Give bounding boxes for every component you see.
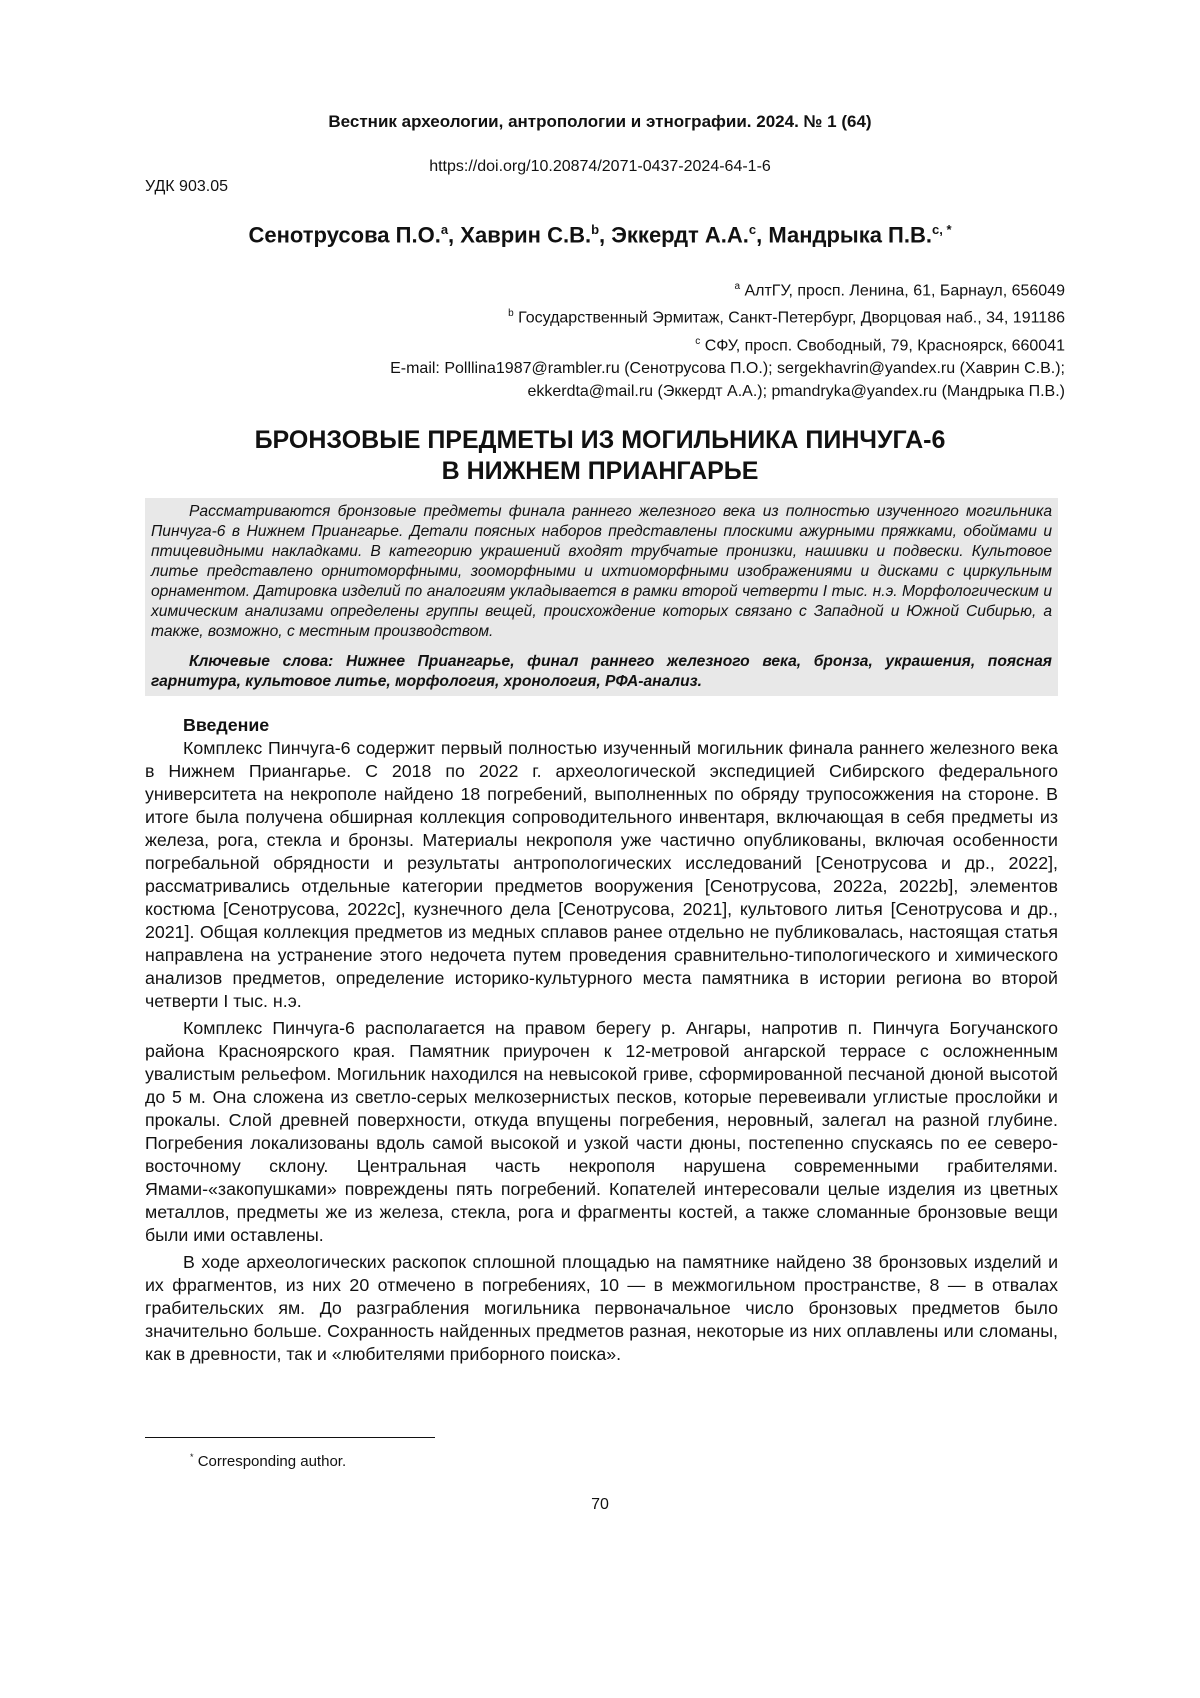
author-name: Мандрыка П.В. bbox=[768, 222, 932, 248]
footnote-text: Corresponding author. bbox=[197, 1453, 347, 1470]
body-paragraph: Комплекс Пинчуга-6 располагается на правом берегу р. Ангары, напротив п. Пинчуга Богучанского района Красноярского края. Памятник приурочен к 12-метровой ангарской террасе с осложненным увалистым рельефом. Могильник находился на невысокой гриве, сформированной песчаной дюной высотой до 5 м. Она сложена из светло-серых мелкозернистых песков, которые перевеивали углистые прослойки и прокалы. Слой древней поверхности, откуда впущены погребения, неровный, залегал на разной глубине. Погребения локализованы вдоль самой высокой и узкой части дюны, постепенно спускаясь по ее северо-восточному склону. Центральная часть некрополя нарушена современными грабителями. Ямами-«закопушками» повреждены пять погребений. Копателей интересовали целые изделия из цветных металлов, предметы же из железа, стекла, рога и фрагменты костей, а также сломанные бронзовые вещи были ими оставлены. bbox=[145, 1018, 1058, 1245]
author-sep: , bbox=[599, 222, 612, 248]
affiliation-line bbox=[390, 275, 1065, 302]
author-sup: a bbox=[440, 222, 449, 237]
page-number: 70 bbox=[591, 1496, 609, 1513]
footnote-divider bbox=[145, 1437, 435, 1438]
body-paragraph: Комплекс Пинчуга-6 содержит первый полностью изученный могильник финала раннего железного века в Нижнем Приангарье. С 2018 по 2022 г. археологической экспедицией Сибирского федерального университета на некрополе найдено 18 погребений, выполненных по обряду трупосожжения на стороне. В итоге была получена обширная коллекция сопроводительного инвентаря, включающая в себя предметы из железа, рога, стекла и бронзы. Материалы некрополя уже частично опубликованы, включая особенности погребальной обрядности и результаты антропологических исследований [Сенотрусова и др., 2022], рассматривались отдельные категории предметов вооружения [Сенотрусова, 2022а, 2022b], элементов костюма [Сенотрусова, 2022c], кузнечного дела [Сенотрусова, 2021], культового литья [Сенотрусова и др., 2021]. Общая коллекция предметов из медных сплавов ранее отдельно не публиковалась, настоящая статья направлена на устранение этого недочета путем проведения сравнительно-типологического и химического анализов предметов, определение историко-культурного места памятника в истории региона во второй четверти I тыс. н.э. bbox=[145, 738, 1058, 1011]
affiliation-text: Государственный Эрмитаж, Санкт-Петербург, Дворцовая наб., 34, 191186 bbox=[518, 309, 1065, 327]
author-list bbox=[0, 222, 1200, 248]
title-line: БРОНЗОВЫЕ ПРЕДМЕТЫ ИЗ МОГИЛЬНИКА ПИНЧУГА-6 bbox=[254, 426, 946, 454]
author-name: Хаврин С.В. bbox=[460, 222, 592, 248]
affiliation-text: СФУ, просп. Свободный, 79, Красноярск, 660041 bbox=[704, 336, 1065, 354]
affiliation-text: АлтГУ, просп. Ленина, 61, Барнаул, 656049 bbox=[744, 282, 1065, 300]
section-heading: Введение bbox=[183, 715, 270, 735]
affiliation-line bbox=[390, 330, 1065, 357]
affiliation-sup: c bbox=[695, 335, 701, 347]
article-title bbox=[0, 425, 1200, 487]
abstract-box bbox=[145, 498, 1058, 696]
footnote-sup: * bbox=[190, 1452, 194, 1462]
author-sup: c bbox=[748, 222, 757, 237]
affiliations bbox=[390, 275, 1065, 403]
abstract-text: Рассматриваются бронзовые предметы финала раннего железного века из полностью изученного могильника Пинчуга-6 в Нижнем Приангарье. Детали поясных наборов представлены плоскими ажурными пряжками, обоймами и птицевидными накладками. В категорию украшений входят трубчатые пронизки, нашивки и подвески. Культовое литье представлено орнитоморфными, зооморфными и ихтиоморфными изображениями и дисками с циркульным орнаментом. Датировка изделий по аналогиям укладывается в рамки второй четверти I тыс. н.э. Морфологическим и химическим анализами определены группы вещей, происхождение которых связано с Западной и Южной Сибирью, а также, возможно, с местным производством. bbox=[151, 503, 1052, 640]
article-body bbox=[145, 714, 1058, 1370]
title-line: В НИЖНЕМ ПРИАНГАРЬЕ bbox=[441, 457, 759, 485]
footnote bbox=[190, 1452, 346, 1470]
email-line[interactable]: ekkerdta@mail.ru (Эккердт А.А.); pmandryka@yandex.ru (Мандрыка П.В.) bbox=[527, 382, 1065, 400]
author-sup: c, * bbox=[931, 222, 952, 237]
author-sep: , bbox=[448, 222, 461, 248]
journal-header: Вестник археологии, антропологии и этнографии. 2024. № 1 (64) bbox=[328, 112, 872, 131]
doi-link[interactable]: https://doi.org/10.20874/2071-0437-2024-64-1-6 bbox=[429, 158, 771, 175]
affiliation-sup: a bbox=[734, 281, 740, 292]
affiliation-sup: b bbox=[508, 308, 514, 320]
udk-code: УДК 903.05 bbox=[145, 178, 228, 195]
author-sup: b bbox=[591, 222, 600, 237]
keywords: Ключевые слова: Нижнее Приангарье, финал раннего железного века, бронза, украшения, поясная гарнитура, культовое литье, морфология, хронология, РФА-анализ. bbox=[151, 653, 1052, 690]
body-paragraph: В ходе археологических раскопок сплошной площадью на памятнике найдено 38 бронзовых изделий и их фрагментов, из них 20 отмечено в погребениях, 10 — в межмогильном пространстве, 8 — в отвалах грабительских ям. До разграбления могильника первоначальное число бронзовых предметов было значительно больше. Сохранность найденных предметов разная, некоторые из них оплавлены или сломаны, как в древности, так и «любителями приборного поиска». bbox=[145, 1252, 1058, 1364]
author-sep: , bbox=[756, 222, 769, 248]
author-name: Сенотрусова П.О. bbox=[248, 222, 441, 248]
affiliation-line bbox=[390, 302, 1065, 329]
email-line[interactable]: E-mail: Polllina1987@rambler.ru (Сенотрусова П.О.); sergekhavrin@yandex.ru (Хаврин С.В.); bbox=[390, 359, 1065, 377]
author-name: Эккердт А.А. bbox=[611, 222, 749, 248]
